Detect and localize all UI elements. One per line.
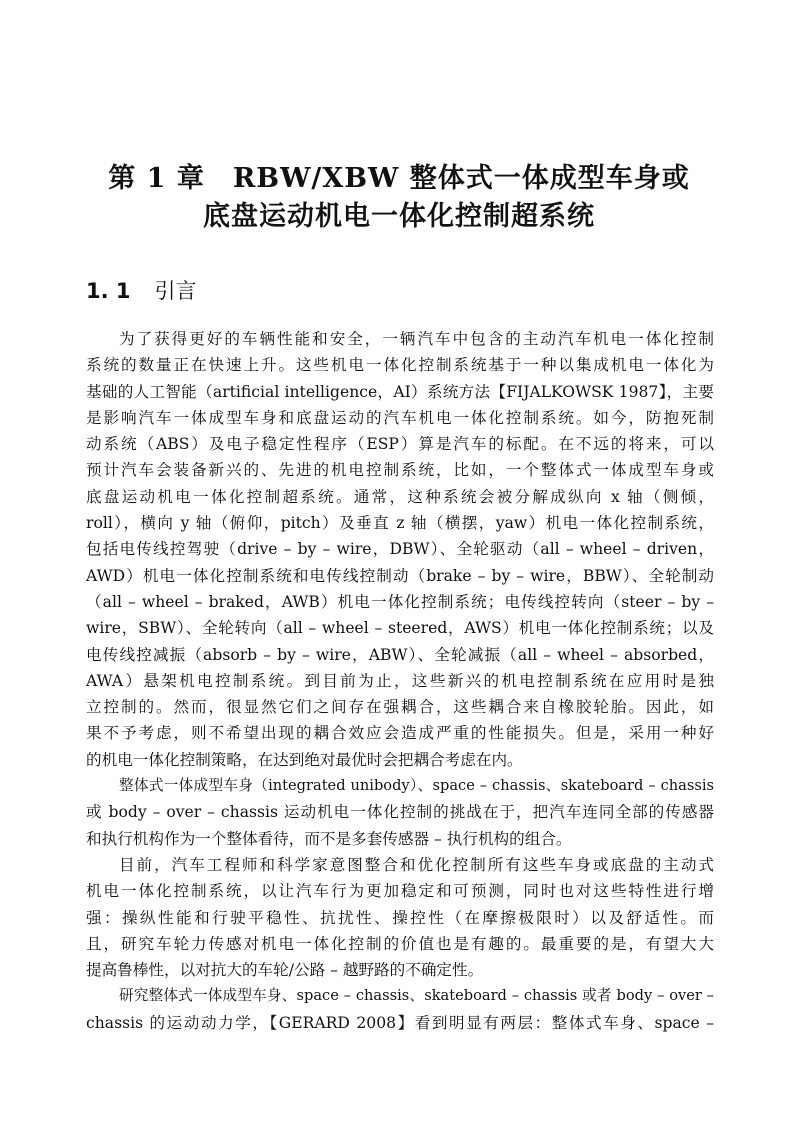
text-line: 研究整体式一体成型车身、space – chassis、skateboard – chassis 或者 body – over – — [119, 987, 714, 1005]
body-text — [86, 326, 714, 1036]
text-line: 为了获得更好的车辆性能和安全，一辆汽车中包含的主动汽车机电一体化控制 — [119, 330, 714, 348]
section-number: 1. 1 — [86, 279, 131, 303]
text-line: 预计汽车会装备新兴的、先进的机电控制系统，比如，一个整体式一体成型车身或 — [86, 461, 714, 480]
text-line: 动系统（ABS）及电子稳定性程序（ESP）算是汽车的标配。在不远的将来，可以 — [86, 435, 714, 454]
text-line: 立控制的。然而，很显然它们之间存在强耦合，这些耦合来自橡胶轮胎。因此，如 — [86, 698, 714, 717]
text-line: AWD）机电一体化控制系统和电传线控制动（brake – by – wire，BBW）、全轮制动 — [86, 566, 714, 585]
text-line: 基础的人工智能（artificial intelligence，AI）系统方法【FIJALKOWSK 1987】，主要 — [86, 382, 714, 401]
text-line: 电传线控减振（absorb – by – wire，ABW）、全轮减振（all – wheel – absorbed， — [86, 645, 714, 664]
text-line: 和执行机构作为一个整体看待，而不是多套传感器 – 执行机构的组合。 — [86, 829, 572, 848]
text-line: （all – wheel – braked，AWB）机电一体化控制系统；电传线控转向（steer – by – — [86, 592, 714, 611]
text-line: wire，SBW）、全轮转向（all – wheel – steered，AWS）机电一体化控制系统；以及 — [86, 619, 714, 638]
text-line: 系统的数量正在快速上升。这些机电一体化控制系统基于一种以集成机电一体化为 — [86, 356, 714, 375]
text-line: 果不予考虑，则不希望出现的耦合效应会造成严重的性能损失。但是，采用一种好 — [86, 724, 714, 743]
text-line: 或 body – over – chassis 运动机电一体化控制的挑战在于，把汽车连同全部的传感器 — [86, 803, 714, 822]
section-title: 引言 — [154, 279, 197, 303]
text-line: roll），横向 y 轴（俯仰，pitch）及垂直 z 轴（横摆，yaw）机电一体化控制系统， — [86, 514, 714, 533]
section-heading — [86, 276, 197, 306]
text-line: 且，研究车轮力传感对机电一体化控制的价值也是有趣的。最重要的是，有望大大 — [86, 934, 714, 953]
chapter-title-line-2: 底盘运动机电一体化控制超系统 — [203, 201, 595, 232]
text-line: 底盘运动机电一体化控制超系统。通常，这种系统会被分解成纵向 x 轴（侧倾， — [86, 487, 714, 506]
text-line: chassis 的运动动力学，【GERARD 2008】看到明显有两层：整体式车身、space – — [86, 1013, 714, 1032]
chapter-title-line-1: 第 1 章 RBW/XBW 整体式一体成型车身或 — [108, 163, 690, 194]
text-line: 的机电一体化控制策略，在达到绝对最优时会把耦合考虑在内。 — [86, 750, 523, 769]
text-line: 整体式一体成型车身（integrated unibody）、space – chassis、skateboard – chassis — [119, 777, 714, 795]
text-line: 机电一体化控制系统，以让汽车行为更加稳定和可预测，同时也对这些特性进行增 — [86, 882, 714, 901]
text-line: 目前，汽车工程师和科学家意图整合和优化控制所有这些车身或底盘的主动式 — [119, 855, 714, 874]
text-line: 强：操纵性能和行驶平稳性、抗扰性、操控性（在摩擦极限时）以及舒适性。而 — [86, 908, 714, 927]
text-line: AWA）悬架机电控制系统。到目前为止，这些新兴的机电控制系统在应用时是独 — [86, 671, 714, 690]
text-line: 是影响汽车一体成型车身和底盘运动的汽车机电一体化控制系统。如今，防抱死制 — [86, 408, 714, 427]
text-line: 包括电传线控驾驶（drive – by – wire，DBW）、全轮驱动（all – wheel – driven， — [86, 540, 714, 559]
text-line: 提高鲁棒性，以对抗大的车轮/公路 – 越野路的不确定性。 — [86, 961, 484, 980]
